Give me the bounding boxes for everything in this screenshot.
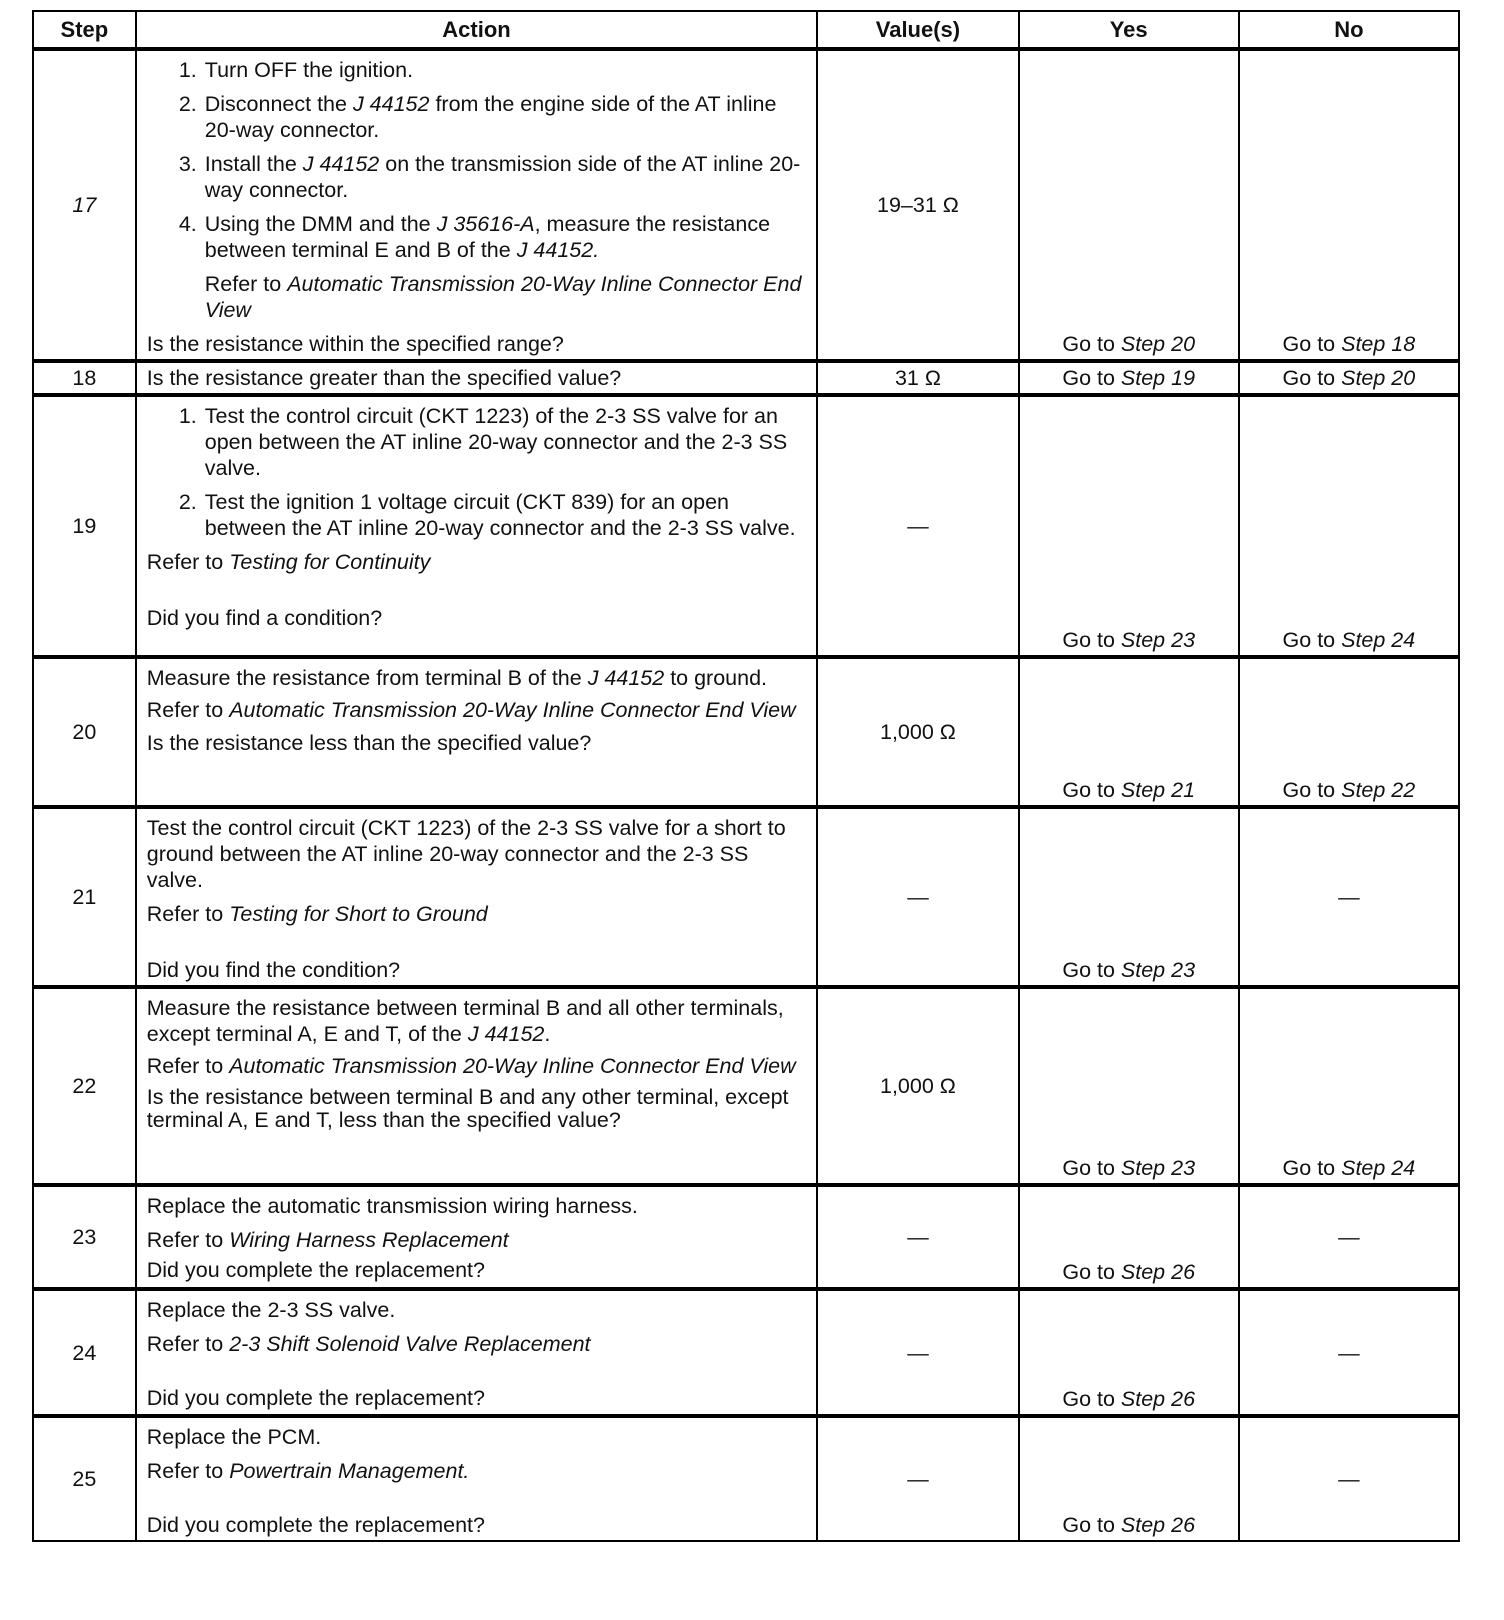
action-cell [136, 1416, 818, 1541]
italic-reference: Automatic Transmission 20-Way Inline Connector End View [229, 698, 796, 722]
italic-reference: J 44152 [352, 92, 430, 116]
yes-link[interactable]: Go to Step 23 [1019, 395, 1239, 657]
italic-reference: J 35616-A [436, 212, 535, 236]
italic-reference: Step 24 [1341, 1156, 1416, 1180]
header-action: Action [136, 11, 818, 49]
table-row-step-20 [33, 657, 1459, 807]
no-link[interactable]: Go to Step 24 [1239, 987, 1459, 1185]
header-no: No [1239, 11, 1459, 49]
action-text: Test the control circuit (CKT 1223) of the 2-3 SS valve for a short to ground between the AT inline 20-way connector and the 2-3 SS valve. [146, 816, 786, 892]
value-cell: — [817, 395, 1018, 657]
italic-reference: J 44152 [587, 666, 665, 690]
action-text: Measure the resistance between terminal B and all other terminals, except terminal A, E and T, of the J 44152. [146, 996, 784, 1046]
step-number: 20 [33, 657, 136, 807]
refer-to: Refer to 2-3 Shift Solenoid Valve Replacement [146, 1332, 591, 1356]
action-cell [136, 1185, 818, 1289]
value-cell: — [817, 1416, 1018, 1541]
refer-to: Refer to Automatic Transmission 20-Way Inline Connector End View [204, 272, 802, 322]
action-cell [136, 361, 818, 395]
action-text: Measure the resistance from terminal B of the J 44152 to ground. [146, 666, 768, 690]
italic-reference: Step 21 [1120, 778, 1196, 802]
header-row [33, 11, 1459, 49]
step-number: 23 [33, 1185, 136, 1289]
table-row-step-24 [33, 1289, 1459, 1416]
no-value-dash: — [1239, 807, 1459, 987]
italic-reference: Step 20 [1120, 332, 1196, 356]
italic-reference: Step 26 [1120, 1260, 1196, 1284]
question: Did you complete the replacement? [146, 1513, 485, 1537]
italic-reference: Step 20 [1341, 366, 1416, 390]
question: Is the resistance within the specified range? [146, 332, 564, 356]
action-step-list [147, 57, 809, 263]
yes-link[interactable]: Go to Step 20 [1019, 49, 1239, 361]
italic-reference: Step 23 [1120, 1156, 1196, 1180]
table-row-step-23 [33, 1185, 1459, 1289]
refer-to: Refer to Testing for Continuity [146, 550, 431, 574]
table-row-step-22 [33, 987, 1459, 1185]
italic-reference: Step 23 [1120, 628, 1196, 652]
italic-reference: Testing for Continuity [229, 550, 431, 574]
action-step: 1. Test the control circuit (CKT 1223) of the 2-3 SS valve for an open between the AT inline 20-way connector and the 2-3 SS valve. [203, 403, 809, 481]
action-step-list [147, 403, 809, 541]
question: Is the resistance between terminal B and any other terminal, except terminal A, E and T, less than the specified value? [146, 1085, 789, 1132]
italic-reference: J 44152. [516, 238, 600, 262]
italic-reference: Testing for Short to Ground [229, 902, 488, 926]
yes-link[interactable]: Go to Step 23 [1019, 987, 1239, 1185]
table-row-step-25 [33, 1416, 1459, 1541]
italic-reference: J 44152 [302, 152, 380, 176]
step-number: 22 [33, 987, 136, 1185]
value-cell: — [817, 807, 1018, 987]
yes-link[interactable]: Go to Step 26 [1019, 1289, 1239, 1416]
value-cell: 1,000 Ω [817, 657, 1018, 807]
value-cell: — [817, 1289, 1018, 1416]
action-step: 4. Using the DMM and the J 35616-A, measure the resistance between terminal E and B of the J 44152. [203, 211, 809, 263]
yes-link[interactable]: Go to Step 23 [1019, 807, 1239, 987]
italic-reference: Wiring Harness Replacement [229, 1228, 509, 1252]
italic-reference: J 44152 [467, 1022, 545, 1046]
refer-to: Refer to Testing for Short to Ground [146, 902, 488, 926]
question: Did you complete the replacement? [146, 1386, 485, 1410]
step-number: 24 [33, 1289, 136, 1416]
italic-reference: Automatic Transmission 20-Way Inline Connector End View [204, 272, 802, 322]
no-value-dash: — [1239, 1416, 1459, 1541]
question: Did you complete the replacement? [146, 1258, 485, 1282]
action-cell [136, 395, 818, 657]
action-step: 3. Install the J 44152 on the transmission side of the AT inline 20-way connector. [203, 151, 809, 203]
refer-to: Refer to Automatic Transmission 20-Way Inline Connector End View [146, 1054, 796, 1078]
yes-link[interactable]: Go to Step 19 [1019, 361, 1239, 395]
step-number: 19 [33, 395, 136, 657]
italic-reference: Step 23 [1120, 958, 1196, 982]
question: Is the resistance greater than the specified value? [146, 366, 622, 390]
italic-reference: Step 26 [1120, 1513, 1196, 1537]
action-cell [136, 807, 818, 987]
step-number: 17 [33, 49, 136, 361]
yes-link[interactable]: Go to Step 21 [1019, 657, 1239, 807]
no-link[interactable]: Go to Step 22 [1239, 657, 1459, 807]
no-link[interactable]: Go to Step 18 [1239, 49, 1459, 361]
question: Is the resistance less than the specified value? [146, 731, 592, 755]
italic-reference: Step 26 [1120, 1387, 1196, 1411]
yes-link[interactable]: Go to Step 26 [1019, 1185, 1239, 1289]
action-cell [136, 49, 818, 361]
action-cell [136, 987, 818, 1185]
step-number: 25 [33, 1416, 136, 1541]
header-values: Value(s) [817, 11, 1018, 49]
action-step: 2. Test the ignition 1 voltage circuit (CKT 839) for an open between the AT inline 20-way connector and the 2-3 SS valve. [203, 489, 809, 541]
italic-reference: Step 18 [1341, 332, 1416, 356]
action-step: 2. Disconnect the J 44152 from the engine side of the AT inline 20-way connector. [203, 91, 809, 143]
table-row-step-17 [33, 49, 1459, 361]
refer-to: Refer to Automatic Transmission 20-Way Inline Connector End View [146, 698, 796, 722]
value-cell: 19–31 Ω [817, 49, 1018, 361]
yes-link[interactable]: Go to Step 26 [1019, 1416, 1239, 1541]
question: Did you find a condition? [146, 606, 383, 630]
no-value-dash: — [1239, 1185, 1459, 1289]
italic-reference: Step 24 [1341, 628, 1416, 652]
value-cell: 31 Ω [817, 361, 1018, 395]
no-link[interactable]: Go to Step 24 [1239, 395, 1459, 657]
table-row-step-21 [33, 807, 1459, 987]
step-number: 18 [33, 361, 136, 395]
question: Did you find the condition? [146, 958, 401, 982]
action-text: Replace the PCM. [146, 1425, 322, 1449]
action-cell [136, 657, 818, 807]
action-step: 1. Turn OFF the ignition. [203, 57, 809, 83]
no-value-dash: — [1239, 1289, 1459, 1416]
step-number: 21 [33, 807, 136, 987]
italic-reference: 2-3 Shift Solenoid Valve Replacement [229, 1332, 591, 1356]
italic-reference: Step 19 [1120, 366, 1196, 390]
italic-reference: Powertrain Management. [229, 1459, 470, 1483]
italic-reference: Automatic Transmission 20-Way Inline Connector End View [229, 1054, 796, 1078]
no-link[interactable]: Go to Step 20 [1239, 361, 1459, 395]
diagnostic-table [32, 10, 1460, 1542]
action-cell [136, 1289, 818, 1416]
refer-to: Refer to Wiring Harness Replacement [146, 1228, 509, 1252]
italic-reference: Step 22 [1341, 778, 1416, 802]
table-row-step-18 [33, 361, 1459, 395]
refer-to: Refer to Powertrain Management. [146, 1459, 470, 1483]
value-cell: — [817, 1185, 1018, 1289]
table-row-step-19 [33, 395, 1459, 657]
action-text: Replace the automatic transmission wiring harness. [146, 1194, 638, 1218]
header-step: Step [33, 11, 136, 49]
action-text: Replace the 2-3 SS valve. [146, 1298, 396, 1322]
header-yes: Yes [1019, 11, 1239, 49]
value-cell: 1,000 Ω [817, 987, 1018, 1185]
